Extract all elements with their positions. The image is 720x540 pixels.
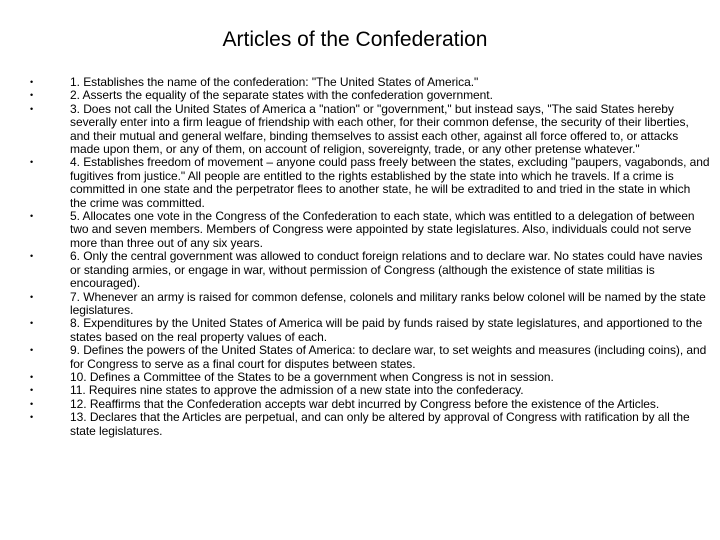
- page-title: Articles of the Confederation: [222, 28, 488, 51]
- list-item: [30, 398, 710, 411]
- list-item: [30, 371, 710, 384]
- bullet-icon: •: [30, 251, 34, 262]
- list-item-text: 6. Only the central government was allowed to conduct foreign relations and to declare war. No states could have navies or standing armies, or engage in war, without permission of Congress (although the existence of state militias is encouraged).: [70, 249, 703, 291]
- list-item: [30, 291, 710, 318]
- bullet-icon: •: [30, 90, 34, 101]
- bullet-icon: •: [30, 385, 34, 396]
- list-item-text: 13. Declares that the Articles are perpetual, and can only be altered by approval of Congress with ratification by all the state legislatures.: [70, 410, 690, 438]
- bullet-icon: •: [30, 412, 34, 423]
- list-item-text: 3. Does not call the United States of America a "nation" or "government," but instead says, "The said States hereby severally enter into a firm league of friendship with each other, for their common defense, the security of their liberties, and their mutual and general welfare, binding themselves to assist each other, against all force offered to, or attacks made upon them, or any of them, on account of religion, sovereignty, trade, or any other pretense whatever.": [70, 101, 689, 157]
- bullet-icon: •: [30, 398, 34, 409]
- list-item: [30, 89, 710, 102]
- list-item-text: 2. Asserts the equality of the separate states with the confederation government.: [70, 88, 493, 103]
- list-item-text: 5. Allocates one vote in the Congress of the Confederation to each state, which was entitled to a delegation of between two and seven members. Members of Congress were appointed by state legislatures. Also, individuals could not serve more than three out of any six years.: [70, 209, 695, 250]
- bullet-icon: •: [30, 291, 34, 302]
- bullet-icon: •: [30, 103, 34, 114]
- list-item: [30, 210, 710, 250]
- articles-list: [30, 76, 710, 438]
- list-item-text: 4. Establishes freedom of movement – anyone could pass freely between the states, excluding "paupers, vagabonds, and fugitives from justice." All people are entitled to the rights established by the state into which he travels. If a crime is committed in one state and the perpetrator flees to another state, he will be extradited to and tried in the state in which the crime was committed.: [70, 155, 710, 210]
- list-item-text: 10. Defines a Committee of the States to be a government when Congress is not in session.: [70, 369, 554, 384]
- list-item: [30, 250, 710, 290]
- bullet-icon: •: [30, 345, 34, 356]
- list-item: [30, 384, 710, 397]
- list-item: [30, 411, 710, 438]
- list-item-text: 9. Defines the powers of the United States of America: to declare war, to set weights and measures (including coins), and for Congress to serve as a final court for disputes between states.: [70, 343, 707, 371]
- list-item-text: 8. Expenditures by the United States of America will be paid by funds raised by state legislatures, and apportioned to the states based on the real property values of each.: [70, 316, 703, 344]
- bullet-icon: •: [30, 77, 34, 87]
- list-item-text: 1. Establishes the name of the confederation: "The United States of America.": [70, 75, 479, 89]
- bullet-icon: •: [30, 318, 34, 329]
- bullet-icon: •: [30, 371, 34, 382]
- list-item: [30, 344, 710, 371]
- list-item-text: 7. Whenever an army is raised for common defense, colonels and military ranks below colonel will be named by the state legislatures.: [70, 289, 706, 317]
- list-item: [30, 103, 710, 157]
- bullet-icon: •: [30, 211, 34, 222]
- list-item: [30, 76, 710, 89]
- list-item: [30, 156, 710, 210]
- list-item-text: 11. Requires nine states to approve the admission of a new state into the confederacy.: [70, 383, 524, 398]
- list-item-text: 12. Reaffirms that the Confederation accepts war debt incurred by Congress before the existence of the Articles.: [70, 396, 660, 411]
- bullet-icon: •: [30, 157, 34, 168]
- list-item: [30, 317, 710, 344]
